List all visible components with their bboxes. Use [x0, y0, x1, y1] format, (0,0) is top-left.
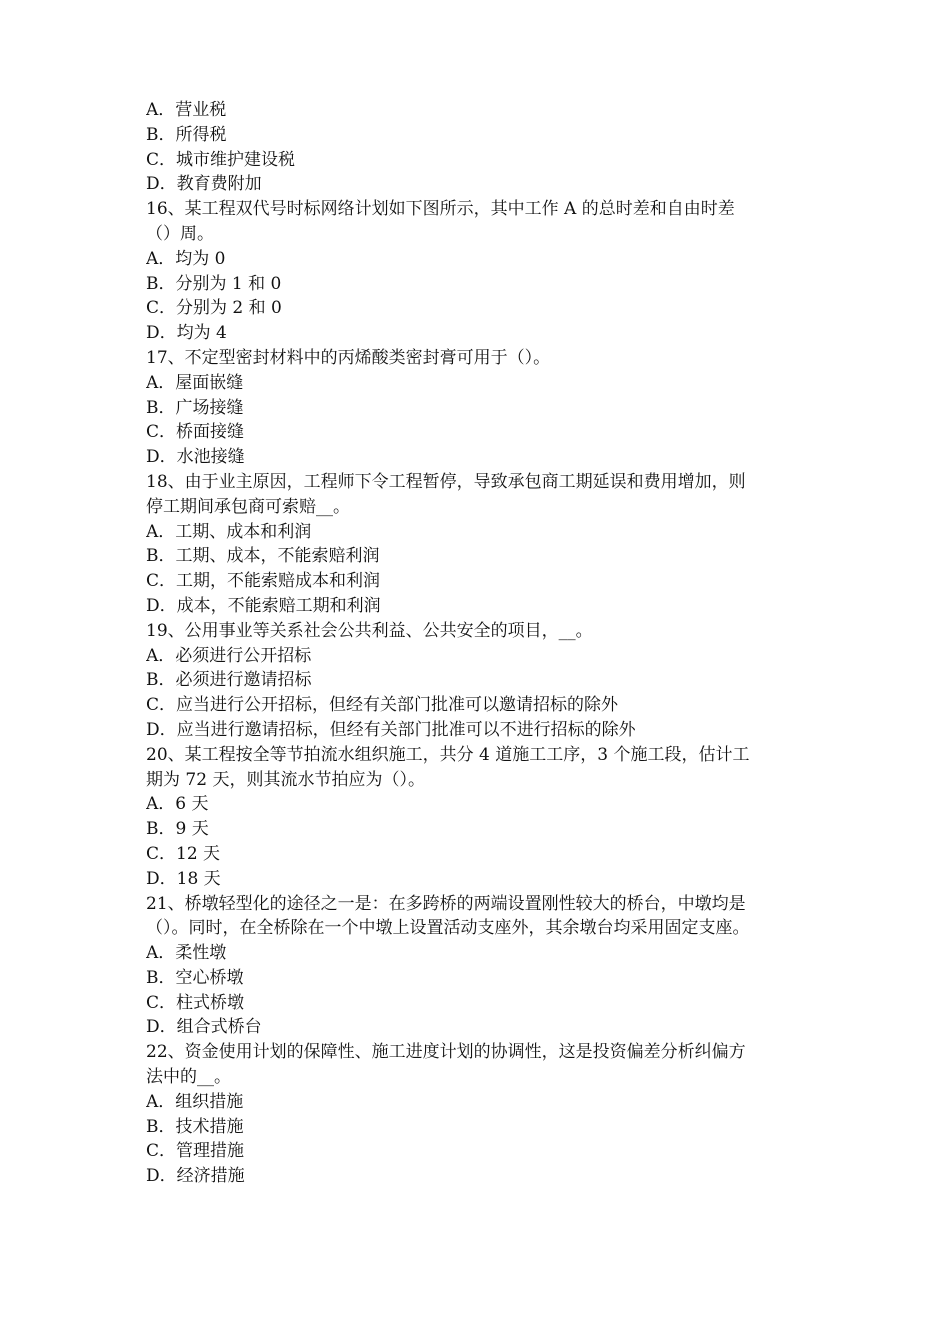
question-text — [146, 619, 814, 644]
answer-option: C．柱式桥墩 — [146, 992, 245, 1013]
answer-option: B．9 天 — [146, 819, 209, 840]
answer-option: D．经济措施 — [146, 1166, 245, 1187]
answer-option: A．屋面嵌缝 — [146, 372, 244, 393]
question-line: 停工期间承包商可索赔__。 — [146, 496, 350, 517]
answer-option: B．广场接缝 — [146, 397, 244, 418]
answer-option: B．分别为 1 和 0 — [146, 273, 282, 294]
answer-option: B．工期、成本，不能索赔利润 — [146, 546, 380, 567]
question-line: 16、某工程双代号时标网络计划如下图所示，其中工作 A 的总时差和自由时差 — [146, 199, 735, 220]
answer-option: D．组合式桥台 — [146, 1017, 262, 1038]
answer-option: C．分别为 2 和 0 — [146, 298, 282, 319]
question-text — [146, 197, 814, 247]
question-text — [146, 743, 814, 793]
answer-option: D．均为 4 — [146, 323, 227, 344]
answer-option: A．6 天 — [146, 794, 209, 815]
answer-option: A．必须进行公开招标 — [146, 645, 312, 666]
question-text — [146, 470, 814, 520]
question-line: 18、由于业主原因，工程师下令工程暂停，导致承包商工期延误和费用增加，则 — [146, 471, 746, 492]
answer-option: A．营业税 — [146, 100, 227, 120]
answer-option: D．应当进行邀请招标，但经有关部门批准可以不进行招标的除外 — [146, 719, 636, 740]
answer-option: C．应当进行公开招标，但经有关部门批准可以邀请招标的除外 — [146, 695, 619, 716]
question-line: 19、公用事业等关系社会公共利益、公共安全的项目，__。 — [146, 620, 593, 641]
answer-option: A．工期、成本和利润 — [146, 521, 312, 542]
answer-option: A．柔性墩 — [146, 943, 227, 964]
answer-option: A．均为 0 — [146, 248, 226, 269]
answer-option: D．18 天 — [146, 868, 221, 889]
question-line: 17、不定型密封材料中的丙烯酸类密封膏可用于（）。 — [146, 347, 551, 368]
answer-option: B．技术措施 — [146, 1116, 244, 1137]
answer-option: D．水池接缝 — [146, 447, 245, 468]
question-line: 法中的__。 — [146, 1067, 231, 1088]
answer-option: C．城市维护建设税 — [146, 149, 296, 170]
answer-option: D．成本，不能索赔工期和利润 — [146, 595, 381, 616]
answer-option: B．必须进行邀请招标 — [146, 670, 312, 691]
document-body — [146, 98, 814, 1189]
question-line: 21、桥墩轻型化的途径之一是：在多跨桥的两端设置刚性较大的桥台，中墩均是 — [146, 893, 746, 914]
question-text — [146, 1040, 814, 1090]
question-line: 20、某工程按全等节拍流水组织施工，共分 4 道施工工序，3 个施工段，估计工 — [146, 744, 750, 765]
answer-option: C．管理措施 — [146, 1141, 245, 1162]
answer-option: B．所得税 — [146, 124, 227, 145]
answer-option: C．12 天 — [146, 843, 221, 864]
question-line: （）周。 — [146, 223, 214, 244]
answer-option: B．空心桥墩 — [146, 967, 244, 988]
question-line: （）。同时，在全桥除在一个中墩上设置活动支座外，其余墩台均采用固定支座。 — [146, 918, 750, 939]
question-line: 期为 72 天，则其流水节拍应为（）。 — [146, 769, 425, 790]
question-text — [146, 346, 814, 371]
question-line: 22、资金使用计划的保障性、施工进度计划的协调性，这是投资偏差分析纠偏方 — [146, 1042, 746, 1063]
answer-option: C．工期，不能索赔成本和利润 — [146, 571, 381, 592]
answer-option: C．桥面接缝 — [146, 422, 245, 443]
answer-option: D．教育费附加 — [146, 174, 262, 195]
question-text — [146, 892, 814, 942]
answer-option: A．组织措施 — [146, 1091, 244, 1112]
